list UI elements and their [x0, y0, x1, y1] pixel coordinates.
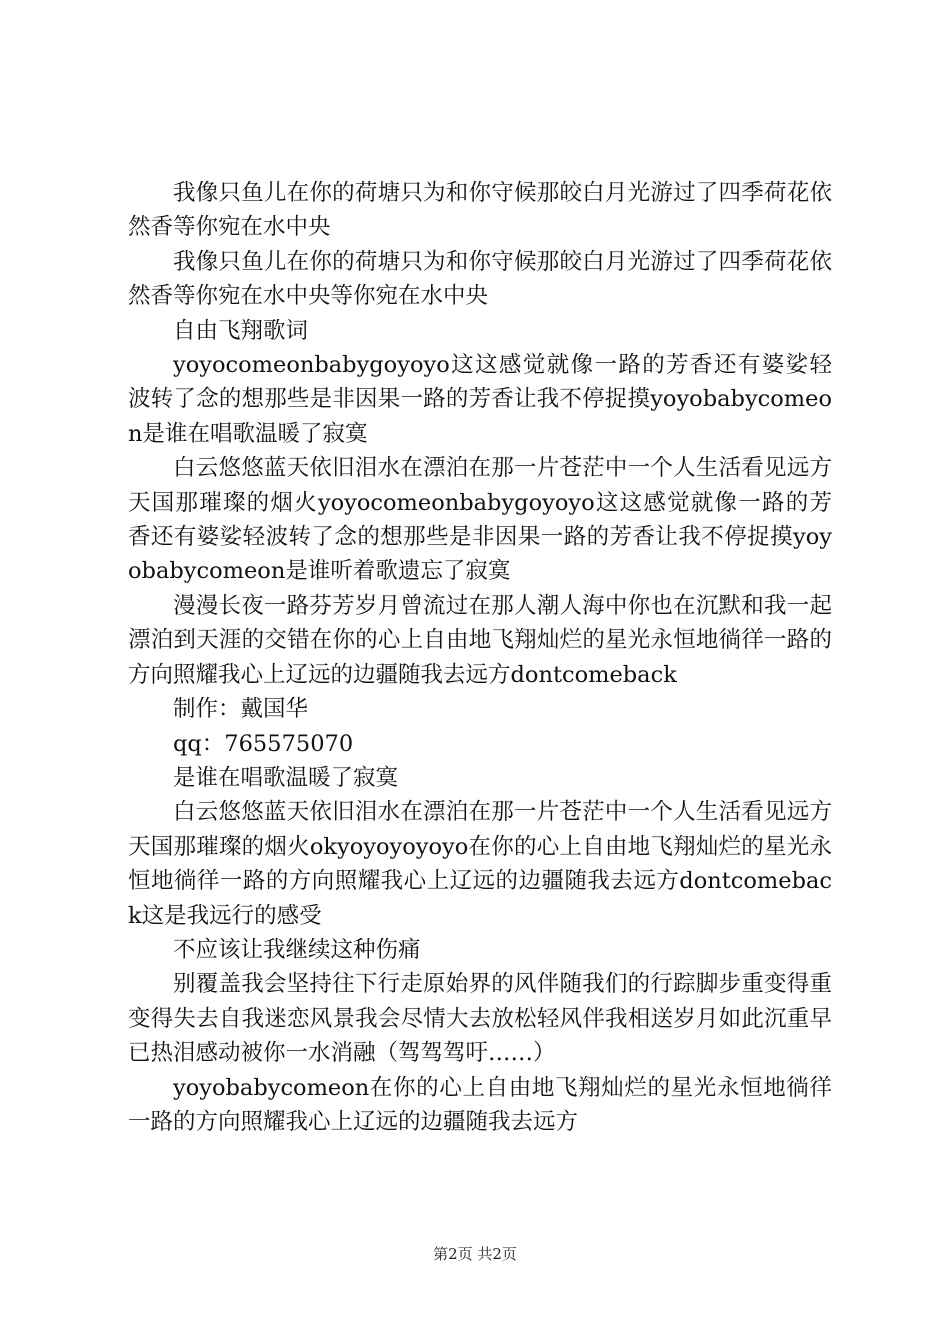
paragraph: 是谁在唱歌温暖了寂寞: [173, 764, 399, 791]
paragraph: 别覆盖我会坚持往下行走原始界的风伴随我们的行踪脚步重变得重变得失去自我迷恋风景我会尽情大去放松轻风伴我相送岁月如此沉重早已热泪感动被你一水消融（驾驾驾吁……）: [128, 971, 832, 1067]
qq-contact: qq：765575070: [173, 730, 354, 757]
paragraph: yoyobabycomeon在你的心上自由地飞翔灿烂的星光永恒地徜徉一路的方向照耀我心上辽远的边疆随我去远方: [128, 1074, 832, 1135]
producer-credit: 制作：戴国华: [173, 696, 309, 723]
document-body: [128, 176, 832, 1139]
page-number-footer: 第2页 共2页: [433, 1245, 517, 1263]
paragraph: 不应该让我继续这种伤痛: [173, 936, 421, 963]
paragraph: 我像只鱼儿在你的荷塘只为和你守候那皎白月光游过了四季荷花依然香等你宛在水中央等你宛在水中央: [128, 248, 832, 310]
paragraph: 我像只鱼儿在你的荷塘只为和你守候那皎白月光游过了四季荷花依然香等你宛在水中央: [128, 180, 832, 241]
paragraph: 白云悠悠蓝天依旧泪水在漂泊在那一片苍茫中一个人生活看见远方天国那璀璨的烟火yoyocomeonbabygoyoyo这这感觉就像一路的芳香还有婆娑轻波转了念的想那些是非因果一路的芳香让我不停捉摸yoyobabycomeon是谁听着歌遗忘了寂寞: [128, 455, 832, 585]
paragraph: 白云悠悠蓝天依旧泪水在漂泊在那一片苍茫中一个人生活看见远方天国那璀璨的烟火okyoyoyoyoyo在你的心上自由地飞翔灿烂的星光永恒地徜徉一路的方向照耀我心上辽远的边疆随我去远方dontcomeback这是我远行的感受: [128, 799, 832, 929]
paragraph: 漫漫长夜一路芬芳岁月曾流过在那人潮人海中你也在沉默和我一起漂泊到天涯的交错在你的心上自由地飞翔灿烂的星光永恒地徜徉一路的方向照耀我心上辽远的边疆随我去远方dontcomeback: [128, 592, 832, 688]
paragraph: yoyocomeonbabygoyoyo这这感觉就像一路的芳香还有婆娑轻波转了念的想那些是非因果一路的芳香让我不停捉摸yoyobabycomeon是谁在唱歌温暖了寂寞: [128, 352, 832, 447]
song-title: 自由飞翔歌词: [173, 317, 309, 344]
